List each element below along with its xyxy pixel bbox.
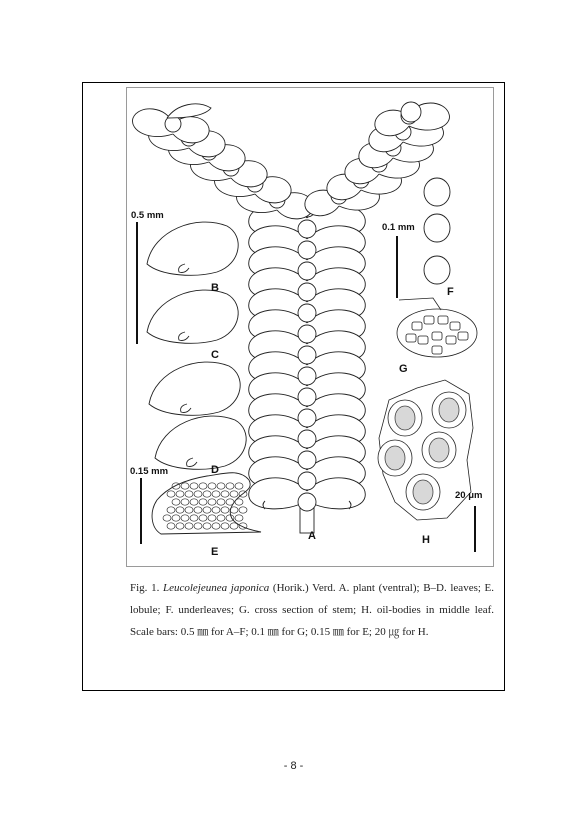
lobule-cell bbox=[181, 515, 189, 521]
lobule-cell bbox=[203, 523, 211, 529]
stem-cell bbox=[446, 336, 456, 344]
lobule-cell bbox=[226, 483, 234, 489]
stem-cell bbox=[412, 322, 422, 330]
lobule-cell bbox=[167, 491, 175, 497]
lobule-cell bbox=[221, 507, 229, 513]
page-number: - 8 - bbox=[283, 760, 304, 772]
underleaf-disc bbox=[298, 472, 316, 490]
lobule-cell bbox=[212, 523, 220, 529]
oil-body bbox=[429, 438, 449, 462]
lobule-cell bbox=[181, 483, 189, 489]
panel-label-a: A bbox=[308, 530, 316, 542]
underleaf-disc bbox=[298, 262, 316, 280]
lobule-cell bbox=[208, 483, 216, 489]
stem-cell bbox=[458, 332, 468, 340]
lobule-cell bbox=[230, 523, 238, 529]
lobule-cell bbox=[199, 515, 207, 521]
leaf-c bbox=[147, 290, 238, 343]
lobule-cell bbox=[221, 523, 229, 529]
stem-cell bbox=[432, 346, 442, 354]
underleaf-drawings-f bbox=[424, 178, 450, 284]
lobule-drawing-e bbox=[152, 473, 261, 534]
underleaf-disc bbox=[298, 409, 316, 427]
underleaf-outline bbox=[424, 178, 450, 206]
stem-leaf-base bbox=[399, 298, 441, 310]
lobule-cell bbox=[212, 507, 220, 513]
stem-cell bbox=[418, 336, 428, 344]
stem-cell bbox=[450, 322, 460, 330]
lobule-cell bbox=[185, 507, 193, 513]
lobule-cell bbox=[217, 483, 225, 489]
oil-body bbox=[395, 406, 415, 430]
underleaf-disc bbox=[298, 241, 316, 259]
underleaf-disc bbox=[298, 451, 316, 469]
lobule-cell bbox=[212, 491, 220, 497]
figure-caption bbox=[130, 577, 494, 643]
lobule-cell bbox=[176, 507, 184, 513]
lobule-cell bbox=[176, 491, 184, 497]
panel-label-g: G bbox=[399, 363, 408, 375]
lobule-cell bbox=[208, 515, 216, 521]
lobule-cell bbox=[235, 483, 243, 489]
underleaf-disc bbox=[298, 367, 316, 385]
scale-label-0-5mm: 0.5 mm bbox=[131, 210, 164, 221]
lobule-cell bbox=[203, 491, 211, 497]
lobule-cell bbox=[239, 507, 247, 513]
underleaf-disc bbox=[298, 283, 316, 301]
lobule-cell bbox=[181, 499, 189, 505]
stem-cell bbox=[406, 334, 416, 342]
panel-label-d: D bbox=[211, 464, 219, 476]
underleaf-disc bbox=[298, 388, 316, 406]
lobule-cell bbox=[172, 483, 180, 489]
panel-label-h: H bbox=[422, 534, 430, 546]
underleaf-disc bbox=[298, 325, 316, 343]
lobule-cell bbox=[217, 515, 225, 521]
lobule-cell bbox=[217, 499, 225, 505]
underleaf-outline bbox=[424, 214, 450, 242]
lobule-cell bbox=[203, 507, 211, 513]
lobule-cell bbox=[230, 491, 238, 497]
caption-species-name: Leucolejeunea japonica bbox=[162, 582, 270, 594]
underleaf-disc bbox=[298, 430, 316, 448]
lobule-cell bbox=[221, 491, 229, 497]
lobule-cell bbox=[190, 499, 198, 505]
lobule-cell bbox=[235, 499, 243, 505]
lobule-cell bbox=[235, 515, 243, 521]
underleaf-disc bbox=[298, 304, 316, 322]
lobule-cell bbox=[185, 523, 193, 529]
stem-cell bbox=[424, 316, 434, 324]
leaf-d-lower bbox=[155, 416, 246, 469]
lobule-cell bbox=[190, 483, 198, 489]
panel-label-c: C bbox=[211, 349, 219, 361]
branch-tip bbox=[167, 104, 211, 118]
leaf-b bbox=[147, 222, 238, 275]
scale-label-20um: 20 μm bbox=[455, 490, 483, 501]
underleaf-disc bbox=[298, 220, 316, 238]
underleaf-disc bbox=[298, 493, 316, 511]
caption-text: (Horik.) Verd. A. plant (ventral); B–D. leaves; E. lobule; F. underleaves; G. cross section of stem; H. oil-bodies in middle leaf. Scale bars: 0.5 ㎜ for A–F; 0.1 ㎜ for G; 0.15 ㎜ for E; 20 ㎍ for H. bbox=[130, 582, 495, 638]
underleaf-disc bbox=[298, 346, 316, 364]
panel-label-e: E bbox=[211, 546, 219, 558]
lobule-cell bbox=[208, 499, 216, 505]
caption-prefix: Fig. 1. bbox=[130, 582, 160, 594]
oil-body bbox=[413, 480, 433, 504]
oil-body bbox=[439, 398, 459, 422]
underleaf-outline bbox=[424, 256, 450, 284]
panel-label-f: F bbox=[447, 286, 454, 298]
lobule-cell bbox=[226, 515, 234, 521]
oil-body bbox=[385, 446, 405, 470]
lobule-cell bbox=[185, 491, 193, 497]
lobule-cell bbox=[199, 483, 207, 489]
lobule-cell bbox=[172, 515, 180, 521]
branch-tip bbox=[401, 102, 421, 122]
panel-label-b: B bbox=[211, 282, 219, 294]
stem-section-drawing-g bbox=[397, 298, 477, 357]
figure-drawing bbox=[127, 88, 495, 568]
lobule-cell bbox=[176, 523, 184, 529]
figure-panel bbox=[126, 87, 494, 567]
lobule-cell bbox=[167, 523, 175, 529]
leaf-drawings-b-d bbox=[147, 222, 246, 469]
scale-label-0-1mm: 0.1 mm bbox=[382, 222, 415, 233]
lobule-cell bbox=[194, 491, 202, 497]
lobule-cell bbox=[194, 523, 202, 529]
scale-label-0-15mm: 0.15 mm bbox=[130, 466, 169, 477]
stem-cell bbox=[438, 316, 448, 324]
lobule-cell bbox=[190, 515, 198, 521]
lobule-cell bbox=[199, 499, 207, 505]
lobule-cell bbox=[226, 499, 234, 505]
stem-cell bbox=[432, 332, 442, 340]
lobule-cell bbox=[194, 507, 202, 513]
lobule-cell bbox=[230, 507, 238, 513]
lobule-cell bbox=[163, 515, 171, 521]
lobule-cell bbox=[167, 507, 175, 513]
lobule-cell bbox=[172, 499, 180, 505]
leaf-d-upper bbox=[149, 362, 240, 415]
